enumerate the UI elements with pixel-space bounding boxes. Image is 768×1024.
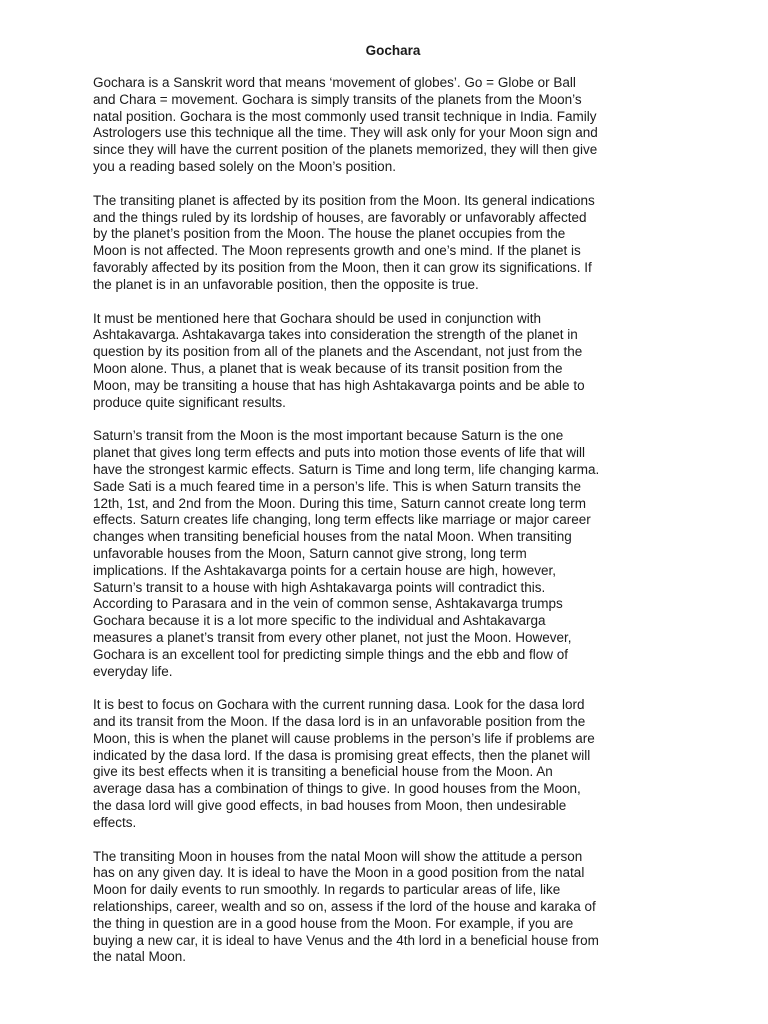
paragraph	[93, 849, 693, 967]
text-line: measures a planet’s transit from every other planet, not just the Moon. However,	[93, 629, 572, 645]
text-line: The transiting Moon in houses from the natal Moon will show the attitude a person	[93, 848, 583, 864]
text-line: natal position. Gochara is the most commonly used transit technique in India. Family	[93, 108, 597, 124]
text-line: changes when transiting beneficial houses from the natal Moon. When transiting	[93, 529, 572, 545]
text-line: planet that gives long term effects and puts into motion those events of life that will	[93, 445, 586, 461]
text-line: and the things ruled by its lordship of houses, are favorably or unfavorably affected	[93, 209, 587, 225]
text-line: Moon, may be transiting a house that has high Ashtakavarga points and be able to	[93, 377, 585, 393]
text-line: everyday life.	[93, 663, 173, 679]
text-line: It must be mentioned here that Gochara should be used in conjunction with	[93, 310, 542, 326]
text-line: Gochara is a Sanskrit word that means ‘movement of globes’. Go = Globe or Ball	[93, 75, 576, 90]
text-line: implications. If the Ashtakavarga points for a certain house are high, however,	[93, 562, 557, 578]
text-line: Moon alone. Thus, a planet that is weak because of its transit position from the	[93, 360, 563, 376]
text-line: Moon is not affected. The Moon represents growth and one’s mind. If the planet is	[93, 243, 581, 259]
text-line: effects.	[93, 814, 137, 830]
text-line: unfavorable houses from the Moon, Saturn cannot give strong, long term	[93, 545, 527, 561]
text-line: and Chara = movement. Gochara is simply transits of the planets from the Moon’s	[93, 91, 582, 107]
text-line: since they will have the current position of the planets memorized, they will then give	[93, 142, 598, 158]
text-line: Moon for daily events to run smoothly. In regards to particular areas of life, like	[93, 882, 561, 898]
text-line: have the strongest karmic effects. Saturn is Time and long term, life changing karma.	[93, 461, 600, 477]
paragraph	[93, 75, 693, 176]
text-line: Gochara because it is a lot more specific to the individual and Ashtakavarga	[93, 613, 546, 629]
text-line: average dasa has a combination of things to give. In good houses from the Moon,	[93, 781, 581, 797]
text-line: the dasa lord will give good effects, in bad houses from Moon, then undesirable	[93, 798, 567, 814]
text-line: Sade Sati is a much feared time in a person’s life. This is when Saturn transits the	[93, 478, 581, 494]
text-line: the planet is in an unfavorable position, then the opposite is true.	[93, 276, 479, 292]
text-line: question by its position from all of the planets and the Ascendant, not just from the	[93, 344, 583, 360]
text-line: Moon, this is when the planet will cause problems in the person’s life if problems are	[93, 730, 595, 746]
paragraph	[93, 697, 693, 831]
text-line: Saturn’s transit to a house with high Ashtakavarga points will contradict this.	[93, 579, 546, 595]
text-line: produce quite significant results.	[93, 394, 286, 410]
text-line: by the planet’s position from the Moon. The house the planet occupies from the	[93, 226, 566, 242]
text-line: you a reading based solely on the Moon’s position.	[93, 158, 396, 174]
text-line: and its transit from the Moon. If the dasa lord is in an unfavorable position from the	[93, 714, 586, 730]
text-line: It is best to focus on Gochara with the current running dasa. Look for the dasa lord	[93, 697, 585, 713]
text-line: According to Parasara and in the vein of common sense, Ashtakavarga trumps	[93, 596, 563, 612]
text-line: Ashtakavarga. Ashtakavarga takes into consideration the strength of the planet in	[93, 327, 578, 343]
document-title: Gochara	[365, 43, 421, 58]
text-line: buying a new car, it is ideal to have Venus and the 4th lord in a beneficial house from	[93, 932, 599, 948]
paragraph	[93, 311, 693, 412]
text-line: give its best effects when it is transiting a beneficial house from the Moon. An	[93, 764, 553, 780]
text-line: Saturn’s transit from the Moon is the most important because Saturn is the one	[93, 428, 564, 444]
paragraph	[93, 193, 693, 294]
document-body	[93, 75, 693, 966]
text-line: has on any given day. It is ideal to have the Moon in a good position from the natal	[93, 865, 585, 881]
text-line: Astrologers use this technique all the time. They will ask only for your Moon sign and	[93, 125, 598, 141]
text-line: the thing in question are in a good house from the Moon. For example, if you are	[93, 915, 574, 931]
text-line: the natal Moon.	[93, 949, 187, 965]
text-line: The transiting planet is affected by its position from the Moon. Its general indications	[93, 192, 595, 208]
text-line: 12th, 1st, and 2nd from the Moon. During this time, Saturn cannot create long term	[93, 495, 587, 511]
text-line: effects. Saturn creates life changing, long term effects like marriage or major career	[93, 512, 591, 528]
document-page	[93, 0, 693, 966]
paragraph	[93, 428, 693, 680]
text-line: Gochara is an excellent tool for predicting simple things and the ebb and flow of	[93, 646, 569, 662]
text-line: relationships, career, wealth and so on, assess if the lord of the house and karaka of	[93, 899, 596, 915]
text-line: favorably affected by its position from the Moon, then it can grow its significations. If	[93, 259, 592, 275]
text-line: indicated by the dasa lord. If the dasa is promising great effects, then the planet will	[93, 747, 591, 763]
